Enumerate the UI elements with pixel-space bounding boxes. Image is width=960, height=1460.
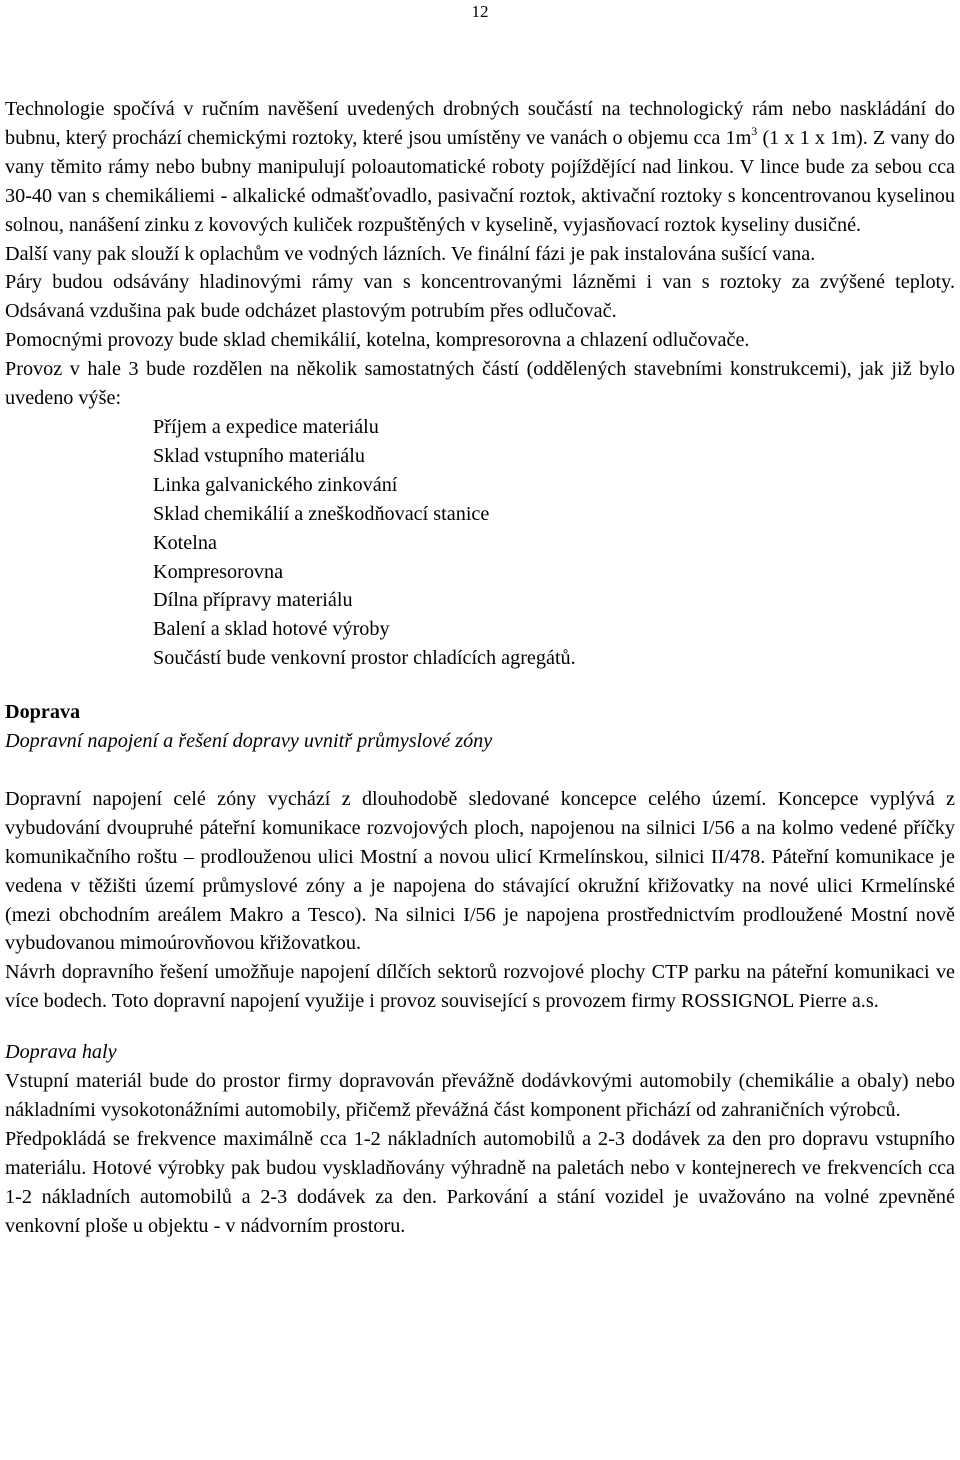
paragraph-transport-design: Návrh dopravního řešení umožňuje napojení dílčích sektorů rozvojové plochy CTP parku na páteřní komunikaci ve více bodech. Toto dopravní napojení využije i provoz související s provozem firmy ROSSIGNOL Pierre a.s. — [5, 961, 955, 1013]
list-item: Kompresorovna — [153, 560, 284, 583]
subheading-zone-transport: Dopravní napojení a řešení dopravy uvnitř průmyslové zóny — [5, 730, 493, 753]
list-item: Sklad chemikálií a zneškodňovací stanice — [153, 502, 490, 525]
list-item: Sklad vstupního materiálu — [153, 444, 365, 467]
paragraph-zone-connection: Dopravní napojení celé zóny vychází z dlouhodobě sledované koncepce celého území. Koncepce vyplývá z vybudování dvoupruhé páteřní komunikace rozvojových ploch, napojenou na silnici I/56 a na kolmo vedené příčky komunikačního roštu – prodlouženou ulici Mostní a novou ulicí Krmelínskou, silnici II/478. Páteřní komunikace je vedena v těžišti území průmyslové zóny a je napojena do stávající okružní křižovatky na nové ulici Krmelínské (mezi obchodním areálem Makro a Tesco). Na silnici I/56 je napojena prostřednictvím prodloužené Mostní nově vybudovanou mimoúrovňovou křižovatkou. — [5, 787, 955, 955]
paragraph-input-material: Vstupní materiál bude do prostor firmy dopravován převážně dodávkovými automobily (chemikálie a obaly) nebo nákladními vysokotonážními automobily, přičemž převážná část komponent přichází od zahraničních výrobců. — [5, 1070, 955, 1121]
spacer — [5, 1016, 955, 1038]
list-item: Příjem a expedice materiálu — [153, 415, 379, 438]
section-heading-doprava: Doprava — [5, 701, 81, 724]
document-body — [5, 95, 955, 1241]
paragraph-hall-division: Provoz v hale 3 bude rozdělen na několik samostatných částí (oddělených stavebními konstrukcemi), jak již bylo uvedeno výše: — [5, 358, 955, 410]
subheading-hall-transport: Doprava haly — [5, 1041, 117, 1064]
paragraph-frequency: Předpokládá se frekvence maximálně cca 1-2 nákladních automobilů a 2-3 dodávek za den pro dopravu vstupního materiálu. Hotové výrobky pak budou vyskladňovány výhradně na paletách nebo v kontejnerech ve frekvencích cca 1-2 nákladních automobilů a 2-3 dodávek za den. Parkování a stání vozidel je uvažováno na volné zpevněné venkovní ploše u objektu - v nádvorním prostoru. — [5, 1127, 955, 1237]
parts-list — [5, 413, 955, 673]
spacer — [5, 756, 955, 785]
paragraph-technology-part-b: (1 x 1 x 1m). Z vany do vany těmito rámy nebo bubny manipulují poloautomatické roboty pojíždějící nad linkou. V lince bude za sebou cca 30-40 van s chemikáliemi - alkalické odmašťovadlo, pasivační roztok, aktivační roztoky s koncentrovanou kyselinou solnou, nanášení zinku z kovových kuliček rozpuštěných v kyselině, vyjasňovací roztok kyseliny dusičné. — [5, 126, 955, 236]
paragraph-vapors: Páry budou odsávány hladinovými rámy van s koncentrovanými lázněmi i van s roztoky za zvýšené teploty. Odsávaná vzdušina pak bude odcházet plastovým potrubím přes odlučovač. — [5, 271, 955, 323]
paragraph-technology-part-a: Technologie spočívá v ručním navěšení uvedených drobných součástí na technologický rám nebo naskládání do bubnu, který prochází chemickými roztoky, které jsou umístěny ve vanách o objemu cca 1m — [5, 98, 955, 149]
list-item: Dílna přípravy materiálu — [153, 589, 353, 612]
list-item: Balení a sklad hotové výroby — [153, 618, 390, 641]
list-item: Linka galvanického zinkování — [153, 473, 398, 496]
superscript-cubic: 3 — [751, 123, 758, 138]
page-number: 12 — [471, 2, 489, 21]
list-item: Kotelna — [153, 531, 217, 554]
list-item: Součástí bude venkovní prostor chladících agregátů. — [153, 647, 576, 670]
paragraph-rinse-baths: Další vany pak slouží k oplachům ve vodných lázních. Ve finální fázi je pak instalována sušící vana. — [5, 242, 816, 265]
paragraph-auxiliary: Pomocnými provozy bude sklad chemikálií, kotelna, kompresorovna a chlazení odlučovače. — [5, 329, 750, 352]
paragraph-technology — [5, 95, 955, 240]
